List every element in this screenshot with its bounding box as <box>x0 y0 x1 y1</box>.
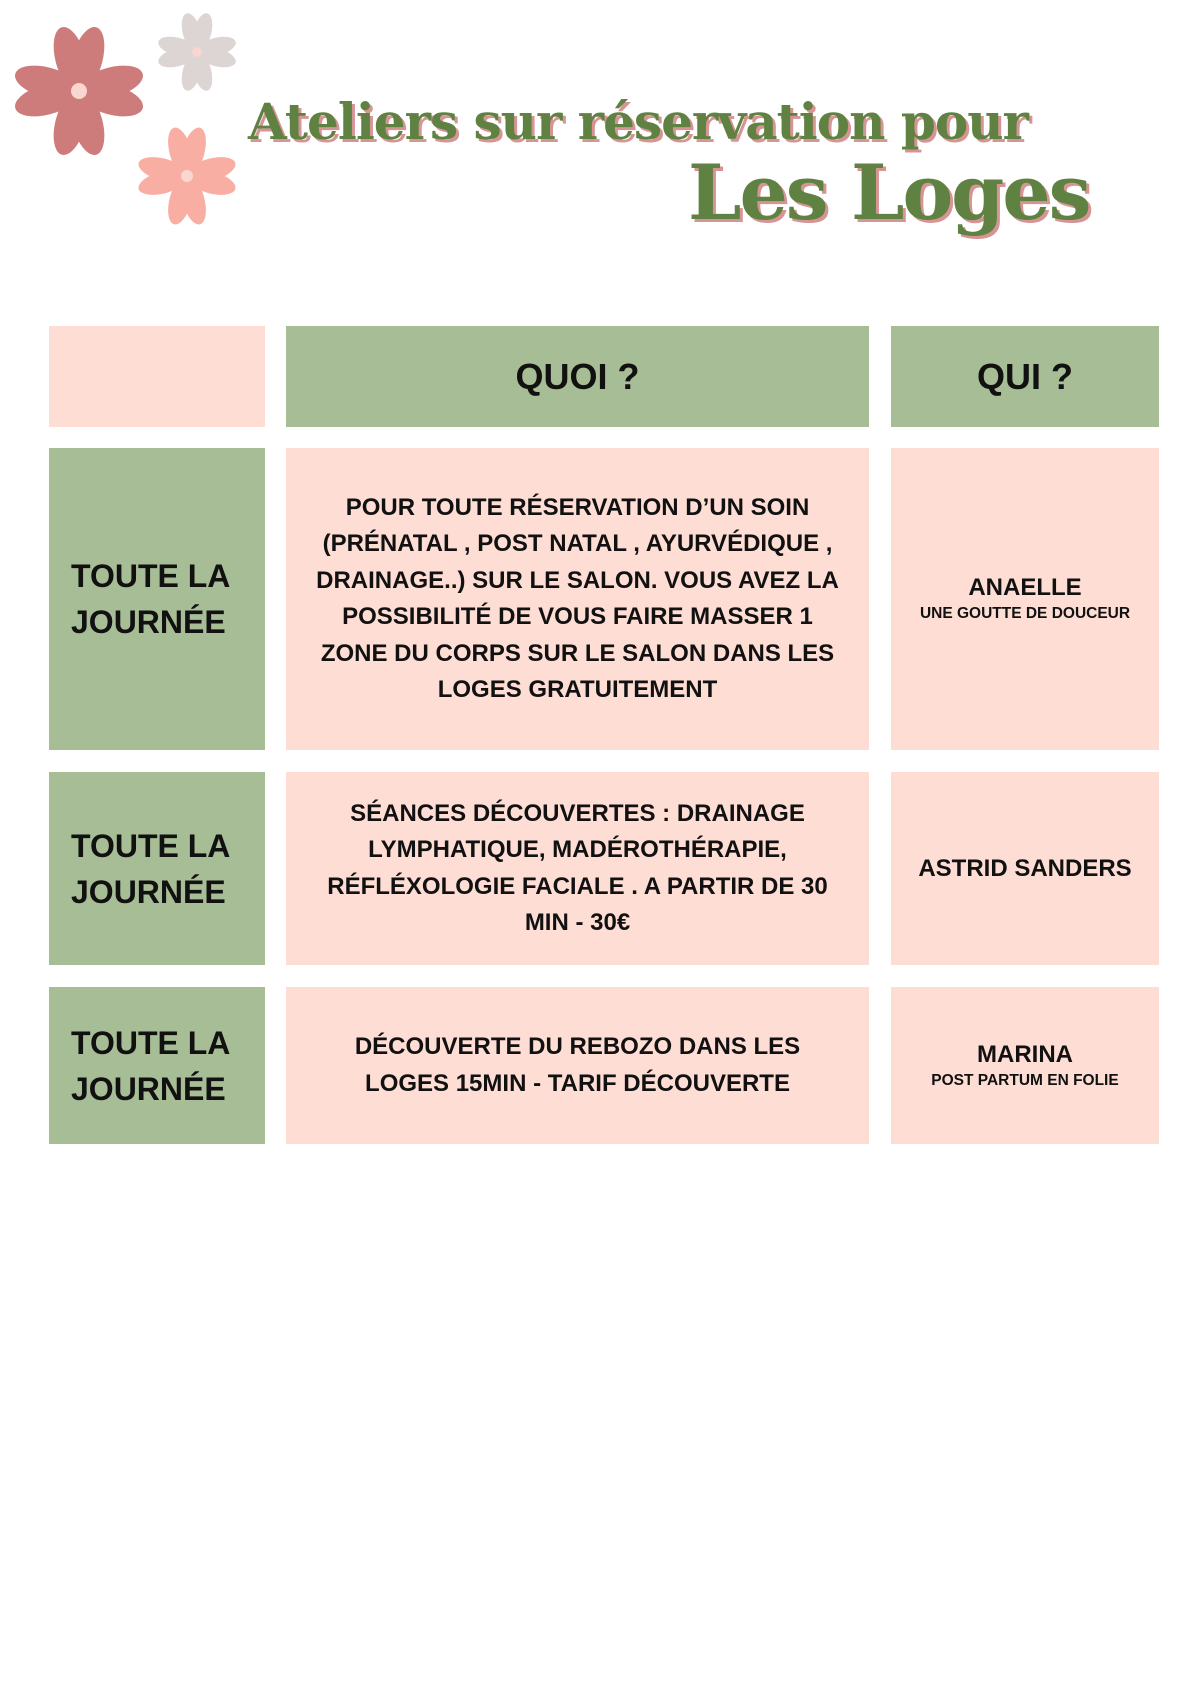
who-organization: UNE GOUTTE DE DOUCEUR <box>919 605 1131 622</box>
row-3-when <box>49 987 265 1144</box>
what-text: POUR TOUTE RÉSERVATION D’UN SOIN (PRÉNATAL , POST NATAL , AYURVÉDIQUE , DRAINAGE..) SUR LE SALON. VOUS AVEZ LA POSSIBILITÉ DE VOUS FAIRE MASSER 1 ZONE DU CORPS SUR LE SALON DANS LES LOGES GRATUITEMENT <box>316 493 839 703</box>
row-2-who <box>891 772 1159 965</box>
who-name: ASTRID SANDERS <box>918 854 1132 882</box>
red-flower-icon <box>11 23 146 158</box>
when-text: TOUTE LA JOURNÉE <box>71 1024 230 1107</box>
title-line-1: Ateliers sur réservation pour <box>248 92 1028 151</box>
pink-flower-icon <box>136 125 238 227</box>
header-who <box>891 326 1159 427</box>
header-who-label: QUI ? <box>977 355 1073 397</box>
row-2-what <box>286 772 869 965</box>
what-text: DÉCOUVERTE DU REBOZO DANS LES LOGES 15MIN - TARIF DÉCOUVERTE <box>354 1033 801 1097</box>
header-what <box>286 326 869 427</box>
when-text: TOUTE LA JOURNÉE <box>71 827 230 910</box>
row-2-when <box>49 772 265 965</box>
header-empty-cell <box>49 326 265 427</box>
flowers-decoration-icon <box>0 0 260 240</box>
who-organization: POST PARTUM EN FOLIE <box>931 1071 1119 1089</box>
header-what-label: QUOI ? <box>515 355 640 397</box>
what-text: SÉANCES DÉCOUVERTES : DRAINAGE LYMPHATIQUE, MADÉROTHÉRAPIE, RÉFLÉXOLOGIE FACIALE . A PARTIR DE 30 MIN - 30€ <box>327 799 828 936</box>
row-3-who <box>891 987 1159 1144</box>
gray-flower-icon <box>156 11 238 93</box>
title-line-2: Les Loges <box>688 148 1090 237</box>
who-name: MARINA <box>977 1040 1073 1068</box>
who-name: ANAELLE <box>968 574 1082 601</box>
when-text: TOUTE LA JOURNÉE <box>71 558 230 640</box>
row-3-what <box>286 987 869 1144</box>
row-1-when <box>49 448 265 750</box>
row-1-who <box>891 448 1159 750</box>
row-1-what <box>286 448 869 750</box>
